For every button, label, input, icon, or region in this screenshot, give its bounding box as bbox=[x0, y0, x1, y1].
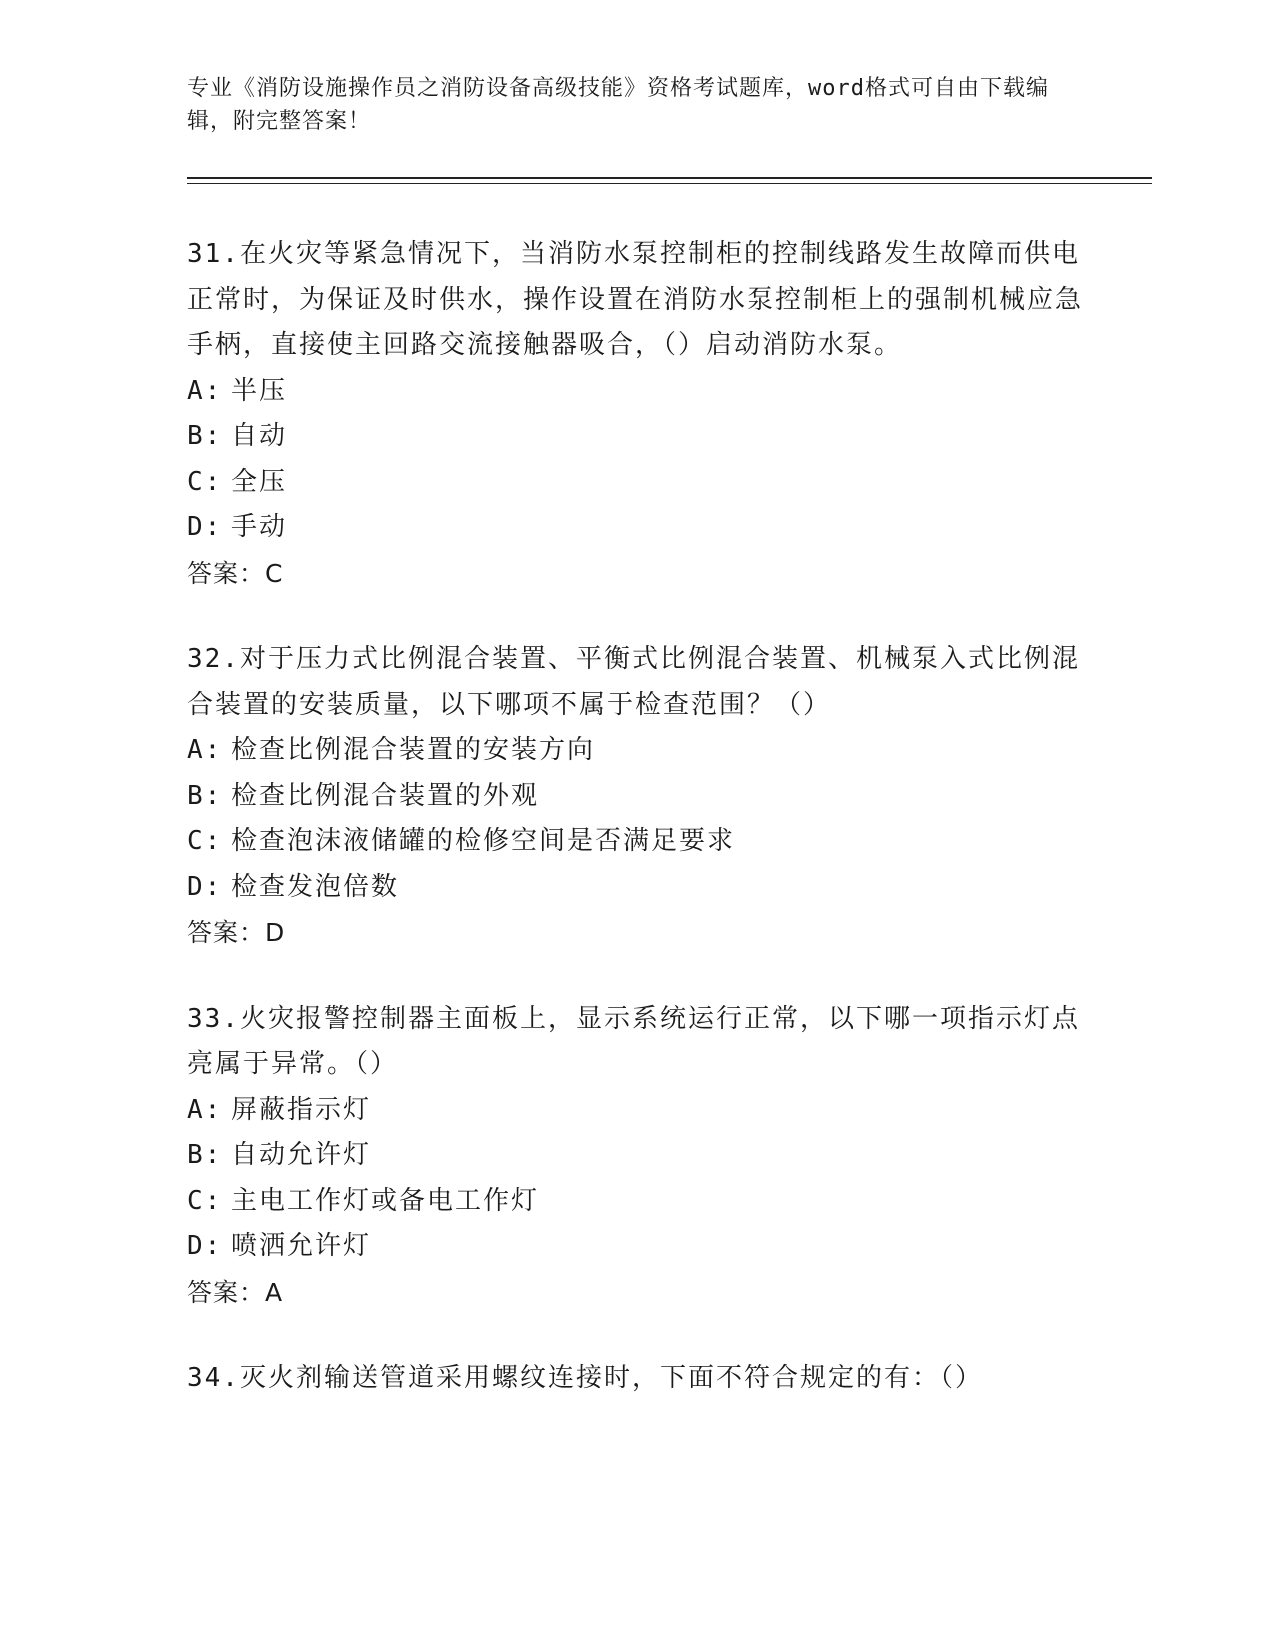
option-text: 手动 bbox=[231, 512, 288, 542]
option-letter: A: bbox=[187, 375, 223, 406]
question-list bbox=[187, 232, 1087, 1443]
option-a bbox=[187, 1088, 1087, 1134]
option-text: 检查泡沫液储罐的检修空间是否满足要求 bbox=[231, 826, 736, 856]
option-text: 检查发泡倍数 bbox=[231, 871, 400, 902]
option-text: 自动 bbox=[231, 421, 288, 451]
question-stem: 34.灭火剂输送管道采用螺纹连接时，下面不符合规定的有：（） bbox=[187, 1363, 983, 1393]
option-text: 检查比例混合装置的安装方向 bbox=[231, 735, 596, 765]
option-letter: B: bbox=[187, 780, 223, 811]
option-letter: C: bbox=[187, 826, 223, 856]
option-text: 屏蔽指示灯 bbox=[231, 1094, 372, 1125]
header-divider-thin bbox=[187, 183, 1152, 184]
option-letter: D: bbox=[187, 1231, 223, 1261]
document-header: 专业《消防设施操作员之消防设备高级技能》资格考试题库，word格式可自由下载编辑，附完整答案！ bbox=[187, 76, 1049, 134]
option-text: 自动允许灯 bbox=[231, 1140, 372, 1170]
option-a bbox=[187, 369, 1087, 415]
option-letter: A: bbox=[187, 1094, 223, 1125]
option-letter: C: bbox=[187, 1185, 223, 1216]
option-d bbox=[187, 1224, 1087, 1270]
option-letter: C: bbox=[187, 466, 223, 497]
option-text: 半压 bbox=[231, 375, 288, 406]
option-text: 全压 bbox=[231, 466, 288, 497]
answer-label: 答案：C bbox=[187, 558, 284, 588]
option-a bbox=[187, 728, 1087, 774]
question-33 bbox=[187, 997, 1087, 1316]
question-stem: 32.对于压力式比例混合装置、平衡式比例混合装置、机械泵入式比例混合装置的安装质量，以下哪项不属于检查范围？（） bbox=[187, 644, 1080, 720]
option-text: 喷洒允许灯 bbox=[231, 1231, 372, 1261]
question-31 bbox=[187, 232, 1087, 596]
option-letter: B: bbox=[187, 1140, 223, 1170]
answer-label: 答案：A bbox=[187, 1277, 284, 1307]
option-b bbox=[187, 1133, 1087, 1179]
header-divider-thick bbox=[187, 177, 1152, 179]
question-stem: 31.在火灾等紧急情况下，当消防水泵控制柜的控制线路发生故障而供电正常时，为保证及时供水，操作设置在消防水泵控制柜上的强制机械应急手柄，直接使主回路交流接触器吸合，（）启动消防水泵。 bbox=[187, 239, 1084, 360]
option-d bbox=[187, 865, 1087, 911]
question-stem: 33.火灾报警控制器主面板上，显示系统运行正常，以下哪一项指示灯点亮属于异常。（） bbox=[187, 1003, 1080, 1079]
option-d bbox=[187, 505, 1087, 551]
option-letter: B: bbox=[187, 421, 223, 451]
option-text: 检查比例混合装置的外观 bbox=[231, 780, 540, 811]
answer-label: 答案：D bbox=[187, 918, 286, 947]
question-34 bbox=[187, 1356, 1087, 1402]
option-c bbox=[187, 819, 1087, 865]
option-text: 主电工作灯或备电工作灯 bbox=[231, 1185, 540, 1216]
option-letter: D: bbox=[187, 871, 223, 902]
question-32 bbox=[187, 637, 1087, 956]
option-c bbox=[187, 460, 1087, 506]
option-letter: A: bbox=[187, 735, 223, 765]
option-b bbox=[187, 774, 1087, 820]
option-letter: D: bbox=[187, 512, 223, 542]
option-b bbox=[187, 414, 1087, 460]
option-c bbox=[187, 1179, 1087, 1225]
